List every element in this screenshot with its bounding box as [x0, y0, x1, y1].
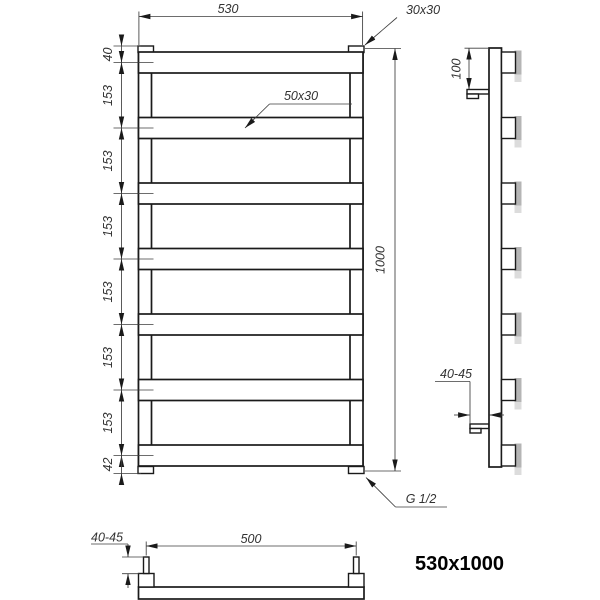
side-rung-7 — [502, 445, 516, 466]
rung-profile-label: 50x30 — [283, 89, 319, 103]
connection-spacing-label: 500 — [240, 532, 262, 546]
side-rung-3 — [502, 183, 516, 204]
rung-6 — [139, 380, 364, 401]
bottom-wall-bracket — [470, 424, 489, 433]
side-rung-6 — [502, 380, 516, 401]
bottom-right-cap — [349, 467, 365, 474]
front-view — [138, 46, 364, 474]
bottom-right-block — [349, 574, 365, 588]
side-rung-4 — [502, 249, 516, 270]
connection-note — [366, 478, 447, 508]
chain-label-153-3: 153 — [101, 216, 115, 237]
rung-5 — [139, 314, 364, 335]
chain-label-42: 42 — [101, 457, 115, 472]
chain-label-153-6: 153 — [101, 412, 115, 434]
width-dimension — [139, 12, 363, 46]
side-wall-distance-label: 40-45 — [440, 367, 472, 381]
post-profile-note — [365, 3, 440, 45]
post-profile-label: 30x30 — [405, 3, 441, 17]
bottom-bar — [139, 587, 365, 599]
chain-label-40: 40 — [101, 47, 115, 62]
bracket-offset-label: 100 — [449, 58, 464, 80]
chain-label-153-1: 153 — [101, 85, 115, 106]
product-size-label: 530x1000 — [415, 553, 504, 575]
chain-label-153-4: 153 — [101, 281, 115, 303]
bottom-left-cap — [138, 467, 154, 474]
connection-label: G 1/2 — [405, 492, 437, 506]
rung-1 — [139, 52, 364, 73]
bottom-view — [139, 557, 365, 599]
bottom-left-block — [139, 574, 155, 588]
chain-label-153-2: 153 — [101, 150, 115, 172]
right-connector-stud — [354, 557, 360, 574]
rung-2 — [139, 118, 364, 139]
side-rung-5 — [502, 314, 516, 335]
left-connector-stud — [144, 557, 150, 574]
side-rung-1 — [502, 52, 516, 73]
side-post — [489, 48, 502, 467]
chain-label-153-5: 153 — [101, 347, 115, 368]
width-dimension-label: 530 — [217, 2, 239, 16]
rung-4 — [139, 249, 364, 270]
bracket-offset-dimension — [465, 48, 490, 89]
rung-7 — [139, 445, 364, 466]
bottom-wall-distance-dimension — [91, 544, 145, 588]
bottom-wall-distance-label: 40-45 — [91, 530, 123, 545]
side-view — [467, 48, 522, 475]
height-dimension-label: 1000 — [373, 246, 388, 274]
rung-3 — [139, 183, 364, 204]
side-rung-2 — [502, 118, 516, 139]
top-wall-bracket — [467, 90, 489, 99]
